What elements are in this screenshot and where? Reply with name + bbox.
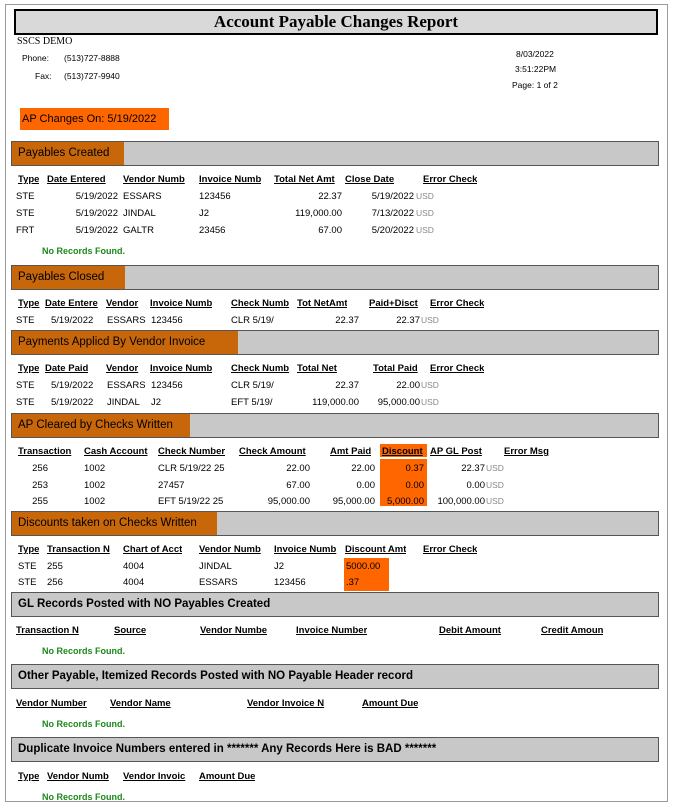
cell-transaction: 256 <box>32 463 48 474</box>
cell-amt-paid: 22.00 <box>351 463 375 474</box>
section-payables-closed <box>11 265 659 290</box>
col-header: Vendor <box>106 363 139 374</box>
cell-check-amount: 22.00 <box>286 463 310 474</box>
cell-vendor: ESSARS <box>199 577 238 588</box>
col-header: Invoice Numb <box>199 174 262 185</box>
col-header: Vendor Invoice N <box>247 698 325 709</box>
col-header: Date Paid <box>45 363 89 374</box>
cell-discount: .37 <box>346 577 360 588</box>
cell-usd: USD <box>416 225 434 235</box>
cell-invoice: 123456 <box>151 380 183 391</box>
cell-chart-of-acct: 4004 <box>123 577 145 588</box>
cell-ap-gl-post: 22.37 <box>461 463 485 474</box>
col-header: Total Paid <box>373 363 418 374</box>
no-records-message: No Records Found. <box>42 792 125 802</box>
col-header: Check Numb <box>231 298 290 309</box>
col-header: Error Check <box>430 298 485 309</box>
cell-usd: USD <box>421 315 439 325</box>
cell-close-date: 5/20/2022 <box>371 225 414 236</box>
cell-check-number: 27457 <box>158 480 185 491</box>
section-discounts-taken <box>11 511 659 536</box>
cell-net: 22.37 <box>335 380 359 391</box>
col-header: Date Entered <box>47 174 106 185</box>
no-records-message: No Records Found. <box>42 246 125 256</box>
cell-discount: 0.37 <box>405 463 424 474</box>
cell-invoice: J2 <box>199 208 210 219</box>
cell-net: 22.37 <box>318 191 342 202</box>
cell-check-number: CLR 5/19/22 25 <box>158 463 225 474</box>
section-title: GL Records Posted with NO Payables Created <box>18 598 271 610</box>
col-header: Invoice Number <box>296 625 368 636</box>
col-header: Amt Paid <box>330 446 372 457</box>
cell-invoice: 123456 <box>151 315 183 326</box>
cell-paid: 22.37 <box>396 315 420 326</box>
cell-check: CLR 5/19/ <box>231 380 274 391</box>
cell-net: 119,000.00 <box>312 397 359 408</box>
section-duplicate-invoices <box>11 737 659 762</box>
col-header: Date Entere <box>45 298 98 309</box>
cell-usd: USD <box>416 208 434 218</box>
cell-vendor: JINDAL <box>199 561 232 572</box>
cell-type: STE <box>18 561 37 572</box>
col-header: Vendor Invoic <box>123 771 186 782</box>
cell-close-date: 5/19/2022 <box>371 191 414 202</box>
cell-invoice: 123456 <box>199 191 231 202</box>
cell-date: 5/19/2022 <box>75 191 118 202</box>
cell-date: 5/19/2022 <box>75 225 118 236</box>
section-title: Payments Applicd By Vendor Invoice <box>12 331 238 354</box>
col-header: Vendor Numb <box>123 174 185 185</box>
cell-check-number: EFT 5/19/22 25 <box>158 496 224 507</box>
report-title: Account Payable Changes Report <box>14 9 658 35</box>
col-header: Total Net Amt <box>274 174 335 185</box>
col-header: Discount Amt <box>345 544 407 555</box>
col-header: Error Msg <box>504 446 549 457</box>
cell-check-amount: 67.00 <box>286 480 310 491</box>
section-title: Payables Created <box>12 142 124 165</box>
section-title: Duplicate Invoice Numbers entered in ******* Any Records Here is BAD ******* <box>18 743 437 755</box>
cell-discount: 5000.00 <box>346 561 381 572</box>
cell-invoice: 23456 <box>199 225 226 236</box>
cell-paid: 22.00 <box>396 380 420 391</box>
fax-label: Fax: <box>35 71 52 81</box>
col-header: Type <box>18 771 40 782</box>
section-ap-cleared <box>11 413 659 438</box>
cell-cash-account: 1002 <box>84 463 106 474</box>
col-header: Cash Account <box>84 446 148 457</box>
col-header: Check Numb <box>231 363 290 374</box>
col-header: Check Amount <box>239 446 306 457</box>
cell-amt-paid: 95,000.00 <box>332 496 375 507</box>
report-date: 8/03/2022 <box>516 49 554 59</box>
col-header: Transaction N <box>16 625 79 636</box>
cell-ap-gl-post: 100,000.00 <box>437 496 485 507</box>
col-header: Check Number <box>158 446 226 457</box>
section-title: Discounts taken on Checks Written <box>12 512 217 535</box>
no-records-message: No Records Found. <box>42 719 125 729</box>
cell-usd: USD <box>486 496 504 506</box>
cell-type: STE <box>16 397 35 408</box>
col-header: Vendor Number <box>16 698 87 709</box>
col-header: Vendor Numb <box>199 544 261 555</box>
section-title: Other Payable, Itemized Records Posted with NO Payable Header record <box>18 670 413 682</box>
section-title: AP Cleared by Checks Written <box>12 414 190 437</box>
col-header-highlighted: Discount <box>380 444 427 457</box>
col-header: Invoice Numb <box>150 298 213 309</box>
cell-vendor: GALTR <box>123 225 154 236</box>
cell-date: 5/19/2022 <box>51 380 94 391</box>
cell-type: STE <box>18 577 37 588</box>
cell-vendor: JINDAL <box>107 397 140 408</box>
cell-type: STE <box>16 208 35 219</box>
col-header: Error Check <box>423 544 478 555</box>
cell-chart-of-acct: 4004 <box>123 561 145 572</box>
cell-type: FRT <box>16 225 35 236</box>
section-other-payable <box>11 664 659 689</box>
section-gl-records <box>11 592 659 617</box>
cell-discount: 5,000.00 <box>387 496 424 507</box>
cell-type: STE <box>16 315 35 326</box>
col-header: Debit Amount <box>439 625 501 636</box>
col-header: Type <box>18 174 40 185</box>
cell-vendor: ESSARS <box>107 315 146 326</box>
cell-check: EFT 5/19/ <box>231 397 273 408</box>
cell-check-amount: 95,000.00 <box>267 496 310 507</box>
cell-net: 22.37 <box>335 315 359 326</box>
phone-label: Phone: <box>22 53 49 63</box>
col-header: Type <box>18 363 40 374</box>
col-header: AP GL Post <box>430 446 482 457</box>
col-header: Transaction <box>18 446 72 457</box>
cell-invoice: J2 <box>274 561 285 572</box>
cell-usd: USD <box>486 463 504 473</box>
cell-invoice: 123456 <box>274 577 306 588</box>
cell-date: 5/19/2022 <box>51 397 94 408</box>
cell-cash-account: 1002 <box>84 480 106 491</box>
cell-invoice: J2 <box>151 397 162 408</box>
cell-transaction: 255 <box>47 561 63 572</box>
col-header: Amount Due <box>362 698 419 709</box>
col-header: Type <box>18 298 40 309</box>
cell-paid: 95,000.00 <box>377 397 420 408</box>
col-header: Total Net <box>297 363 337 374</box>
cell-ap-gl-post: 0.00 <box>466 480 485 491</box>
col-header: Vendor Numbe <box>200 625 268 636</box>
page-number: Page: 1 of 2 <box>512 80 558 90</box>
cell-usd: USD <box>421 397 439 407</box>
section-title: Payables Closed <box>12 266 125 289</box>
cell-close-date: 7/13/2022 <box>371 208 414 219</box>
cell-usd: USD <box>486 480 504 490</box>
cell-check: CLR 5/19/ <box>231 315 274 326</box>
cell-vendor: JINDAL <box>123 208 156 219</box>
no-records-message: No Records Found. <box>42 646 125 656</box>
company-name: SSCS DEMO <box>17 36 73 47</box>
phone-value: (513)727-8888 <box>64 53 120 63</box>
cell-vendor: ESSARS <box>107 380 146 391</box>
col-header: Chart of Acct <box>123 544 183 555</box>
col-header: Source <box>114 625 147 636</box>
col-header: Type <box>18 544 40 555</box>
col-header: Error Check <box>423 174 478 185</box>
section-payables-created <box>11 141 659 166</box>
cell-cash-account: 1002 <box>84 496 106 507</box>
cell-date: 5/19/2022 <box>51 315 94 326</box>
cell-transaction: 256 <box>47 577 63 588</box>
col-header: Credit Amoun <box>541 625 604 636</box>
cell-type: STE <box>16 191 35 202</box>
col-header: Error Check <box>430 363 485 374</box>
col-header: Vendor <box>106 298 139 309</box>
col-header: Paid+Disct <box>369 298 418 309</box>
ap-changes-date: AP Changes On: 5/19/2022 <box>20 108 169 130</box>
cell-type: STE <box>16 380 35 391</box>
col-header: Vendor Numb <box>47 771 109 782</box>
section-payments-applied <box>11 330 659 355</box>
cell-discount: 0.00 <box>405 480 424 491</box>
col-header: Tot NetAmt <box>297 298 348 309</box>
cell-transaction: 253 <box>32 480 48 491</box>
col-header: Close Date <box>345 174 395 185</box>
cell-net: 67.00 <box>318 225 342 236</box>
col-header: Vendor Name <box>110 698 171 709</box>
cell-vendor: ESSARS <box>123 191 162 202</box>
col-header: Transaction N <box>47 544 110 555</box>
cell-usd: USD <box>421 380 439 390</box>
cell-amt-paid: 0.00 <box>356 480 375 491</box>
fax-value: (513)727-9940 <box>64 71 120 81</box>
col-header: Invoice Numb <box>274 544 337 555</box>
col-header: Amount Due <box>199 771 256 782</box>
report-time: 3:51:22PM <box>515 64 557 74</box>
cell-net: 119,000.00 <box>295 208 342 219</box>
cell-usd: USD <box>416 191 434 201</box>
cell-date: 5/19/2022 <box>75 208 118 219</box>
col-header: Invoice Numb <box>150 363 213 374</box>
cell-transaction: 255 <box>32 496 48 507</box>
